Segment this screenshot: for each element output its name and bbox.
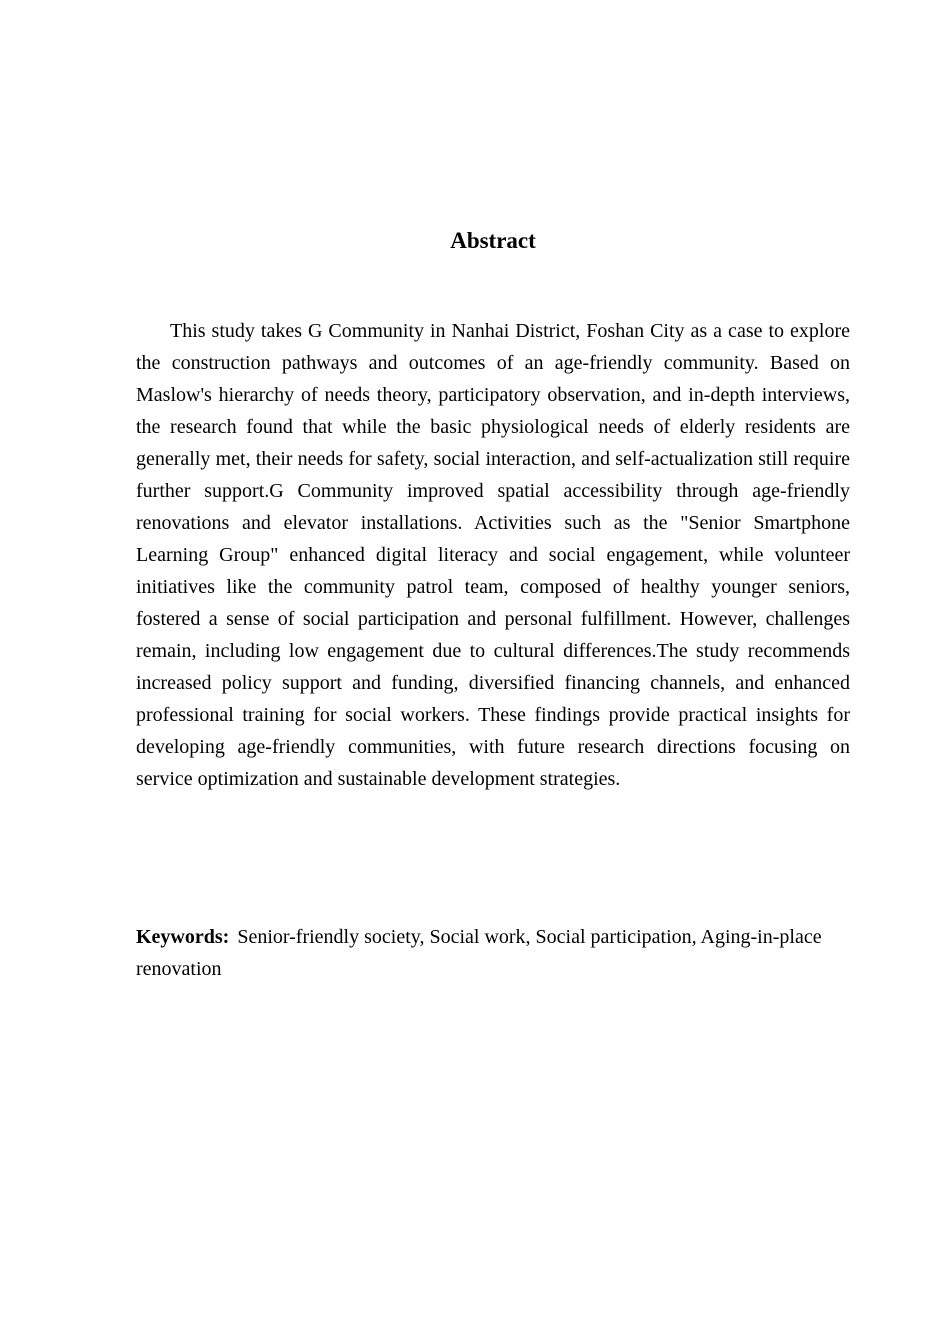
- abstract-body: This study takes G Community in Nanhai District, Foshan City as a case to explore the construction pathways and outcomes of an age-friendly community. Based on Maslow's hierarchy of needs theory, participatory observation, and in-depth interviews, the research found that while the basic physiological needs of elderly residents are generally met, their needs for safety, social interaction, and self-actualization still require further support.G Community improved spatial accessibility through age-friendly renovations and elevator installations. Activities such as the "Senior Smartphone Learning Group" enhanced digital literacy and social engagement, while volunteer initiatives like the community patrol team, composed of healthy younger seniors, fostered a sense of social participation and personal fulfillment. However, challenges remain, including low engagement due to cultural differences.The study recommends increased policy support and funding, diversified financing channels, and enhanced professional training for social workers. These findings provide practical insights for developing age-friendly communities, with future research directions focusing on service optimization and sustainable development strategies.: [136, 320, 850, 790]
- keywords-list: Senior-friendly society, Social work, Social participation, Aging-in-place renovation: [136, 926, 822, 980]
- keywords-line: [136, 921, 850, 985]
- abstract-title: Abstract: [450, 228, 536, 253]
- keywords-label: Keywords:: [136, 926, 230, 948]
